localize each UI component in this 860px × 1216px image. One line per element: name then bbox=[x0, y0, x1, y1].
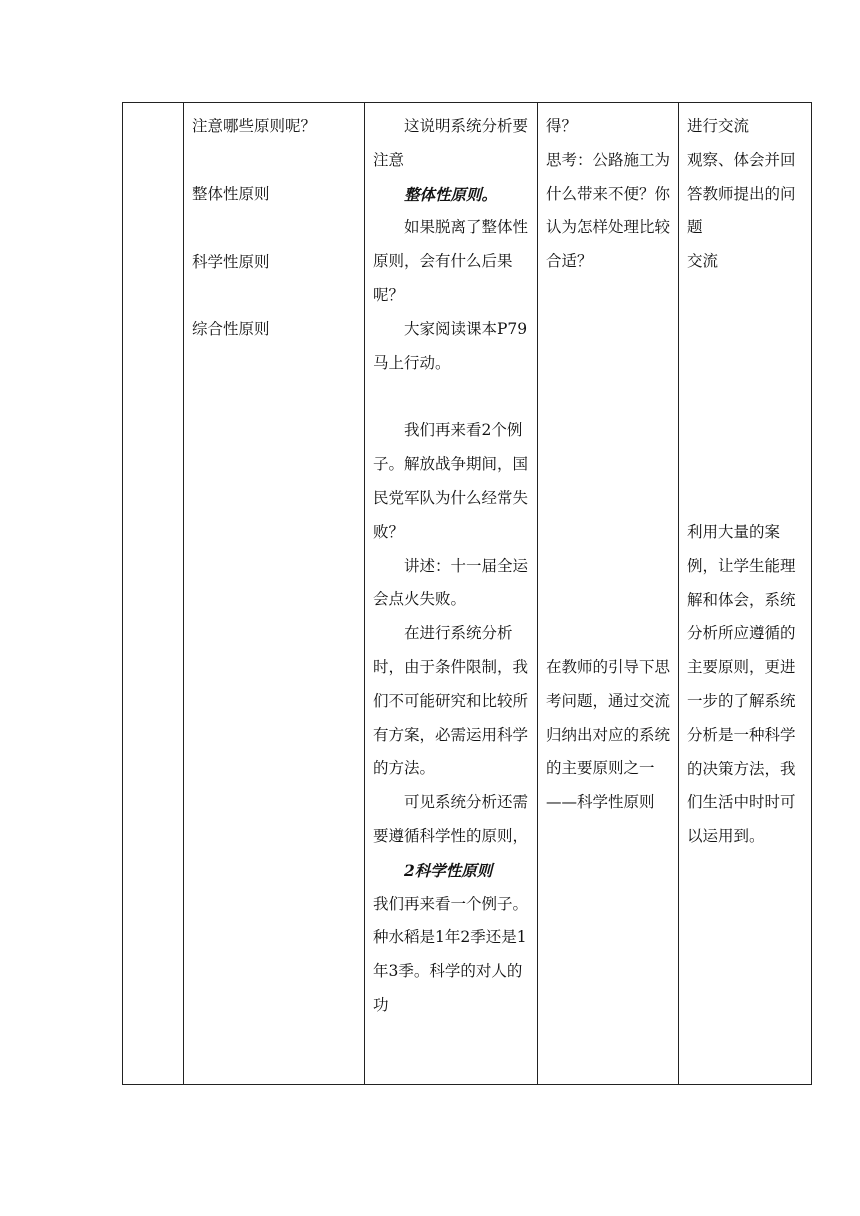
line-gap bbox=[192, 212, 358, 246]
content-line: 综合性原则 bbox=[192, 320, 270, 339]
intent-paragraph: 观察、体会并回答教师提出的问题 bbox=[687, 150, 796, 237]
intent-paragraph: 利用大量的案例，让学生能理解和体会，系统分析所应遵循的主要原则，更进一步的了解系统分析是一种科学的决策方法，我们生活中时时可以运用到。 bbox=[687, 522, 796, 846]
student-paragraph: 得？ bbox=[546, 117, 578, 135]
teacher-paragraph: 大家阅读课本P79马上行动。 bbox=[373, 319, 528, 372]
teacher-paragraph: 可见系统分析还需要遵循科学性的原则， bbox=[373, 793, 529, 845]
lesson-plan-table bbox=[122, 102, 812, 1085]
student-activity-cell bbox=[538, 103, 679, 1085]
table-row bbox=[123, 103, 812, 1085]
principle-heading: 2科学性原则 bbox=[404, 860, 493, 880]
intent-paragraph: 进行交流 bbox=[687, 117, 750, 135]
teacher-paragraph: 讲述：十一届全运会点火失败。 bbox=[373, 556, 529, 609]
teacher-activity-cell bbox=[365, 103, 538, 1085]
teacher-paragraph: 我们再来看一个例子。种水稻是1年2季还是1年3季。科学的对人的功 bbox=[373, 894, 529, 1014]
teacher-paragraph: 我们再来看2个例子。解放战争期间，国民党军队为什么经常失败？ bbox=[373, 421, 529, 541]
content-line: 注意哪些原则呢？ bbox=[192, 117, 317, 135]
content-line: 科学性原则 bbox=[192, 252, 270, 271]
paragraph-gap bbox=[687, 279, 805, 516]
intent-paragraph: 交流 bbox=[687, 252, 719, 271]
student-paragraph: 思考：公路施工为什么带来不便？你认为怎样处理比较合适？ bbox=[546, 150, 671, 271]
principle-heading: 整体性原则。 bbox=[404, 184, 498, 204]
line-gap bbox=[192, 144, 358, 178]
teacher-paragraph: 在进行系统分析时，由于条件限制，我们不可能研究和比较所有方案，必需运用科学的方法。 bbox=[373, 624, 529, 778]
student-paragraph: 在教师的引导下思考问题，通过交流归纳出对应的系统的主要原则之一——科学性原则 bbox=[546, 657, 671, 812]
blank-column-cell bbox=[123, 103, 184, 1085]
design-intent-cell bbox=[679, 103, 812, 1085]
line-gap bbox=[192, 279, 358, 313]
content-line: 整体性原则 bbox=[192, 184, 270, 203]
paragraph-gap bbox=[546, 279, 672, 651]
content-column-cell bbox=[184, 103, 365, 1085]
paragraph-gap bbox=[373, 380, 531, 414]
teacher-paragraph: 这说明系统分析要注意 bbox=[373, 117, 529, 169]
teacher-paragraph: 如果脱离了整体性原则，会有什么后果呢？ bbox=[373, 218, 529, 304]
